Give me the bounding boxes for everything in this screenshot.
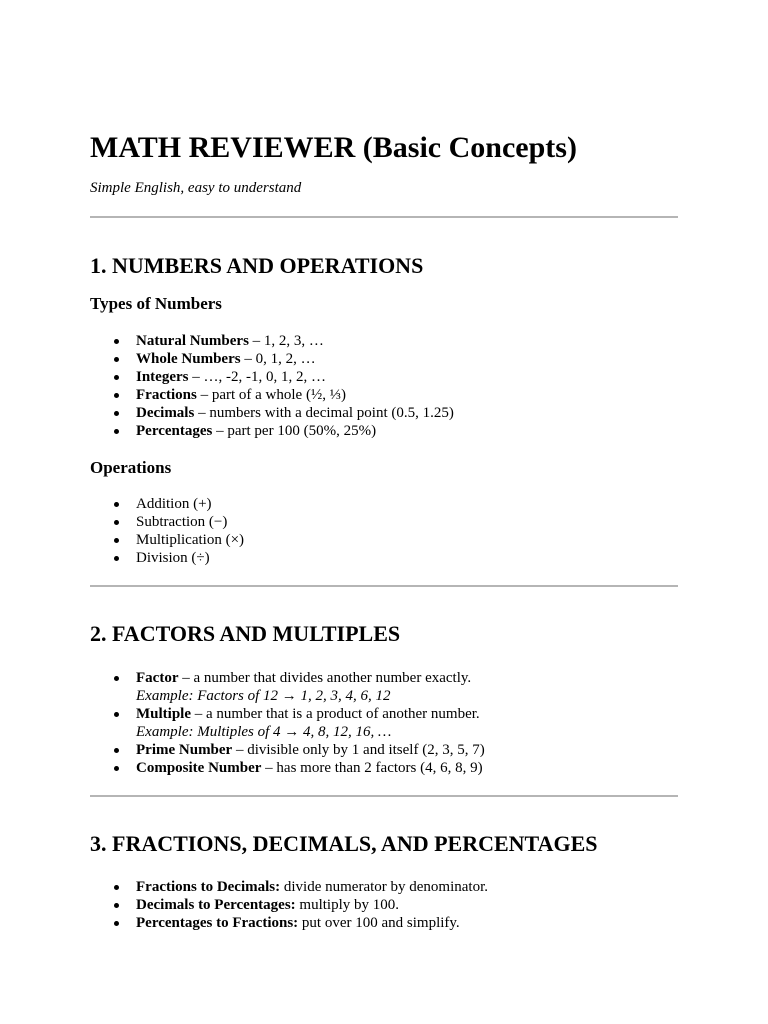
list-item-desc: – a number that divides another number exactly.: [178, 670, 472, 686]
list-item-term: Composite Number: [136, 760, 262, 776]
list-item-desc: put over 100 and simplify.: [298, 915, 460, 931]
list-item: [136, 350, 678, 368]
list-item-term: Fractions: [136, 387, 197, 403]
list-item-term: Prime Number: [136, 742, 233, 758]
list-item: [136, 705, 678, 741]
list-item: [136, 422, 678, 440]
list-item: [136, 759, 678, 777]
list-item: [136, 386, 678, 404]
list-item: Subtraction (−): [136, 513, 678, 531]
subheading-operations: Operations: [90, 458, 172, 477]
list-item: [136, 896, 678, 914]
document-subtitle: Simple English, easy to understand: [90, 180, 302, 196]
list-item-desc: – numbers with a decimal point (0.5, 1.25): [194, 405, 454, 421]
list-item: [136, 741, 678, 759]
list-item-term: Whole Numbers: [136, 351, 241, 367]
list-item: Division (÷): [136, 549, 678, 567]
section-heading-factors-multiples: 2. FACTORS AND MULTIPLES: [90, 621, 401, 646]
list-item-term: Percentages: [136, 423, 213, 439]
operations-list: [90, 495, 678, 567]
list-item-desc: – 1, 2, 3, …: [248, 333, 324, 349]
list-item-desc: divide numerator by denominator.: [280, 879, 489, 895]
list-item-desc: – part per 100 (50%, 25%): [212, 423, 377, 439]
section-heading-fractions-decimals-percentages: 3. FRACTIONS, DECIMALS, AND PERCENTAGES: [90, 831, 598, 856]
list-item: [136, 878, 678, 896]
list-item-desc: – …, -2, -1, 0, 1, 2, …: [188, 369, 326, 385]
subheading-types-of-numbers: Types of Numbers: [90, 294, 222, 313]
list-item-term: Integers: [136, 369, 189, 385]
list-item: [136, 669, 678, 705]
factors-multiples-list: [90, 669, 678, 777]
list-item-example: Example: Factors of 12 → 1, 2, 3, 4, 6, 12: [136, 688, 391, 704]
list-item-term: Factor: [136, 670, 179, 686]
list-item-term: Decimals to Percentages:: [136, 897, 296, 913]
list-item: [136, 332, 678, 350]
divider: [90, 585, 678, 587]
types-of-numbers-list: [90, 332, 678, 440]
list-item-desc: – a number that is a product of another number.: [191, 706, 480, 722]
divider: [90, 795, 678, 797]
list-item-term: Fractions to Decimals:: [136, 879, 281, 895]
conversions-list: [90, 878, 678, 932]
document-title: MATH REVIEWER (Basic Concepts): [90, 131, 577, 164]
list-item: [136, 404, 678, 422]
list-item: Addition (+): [136, 495, 678, 513]
list-item: [136, 368, 678, 386]
list-item-term: Natural Numbers: [136, 333, 249, 349]
list-item-desc: – part of a whole (½, ⅓): [196, 387, 346, 403]
list-item-desc: – 0, 1, 2, …: [240, 351, 316, 367]
list-item-term: Multiple: [136, 706, 191, 722]
section-heading-numbers-operations: 1. NUMBERS AND OPERATIONS: [90, 253, 424, 278]
list-item-term: Decimals: [136, 405, 195, 421]
list-item-example: Example: Multiples of 4 → 4, 8, 12, 16, …: [136, 724, 392, 740]
list-item-term: Percentages to Fractions:: [136, 915, 299, 931]
list-item-desc: multiply by 100.: [295, 897, 400, 913]
list-item-desc: – divisible only by 1 and itself (2, 3, 5, 7): [232, 742, 485, 758]
divider: [90, 216, 678, 218]
list-item: Multiplication (×): [136, 531, 678, 549]
list-item: [136, 914, 678, 932]
list-item-desc: – has more than 2 factors (4, 6, 8, 9): [261, 760, 483, 776]
